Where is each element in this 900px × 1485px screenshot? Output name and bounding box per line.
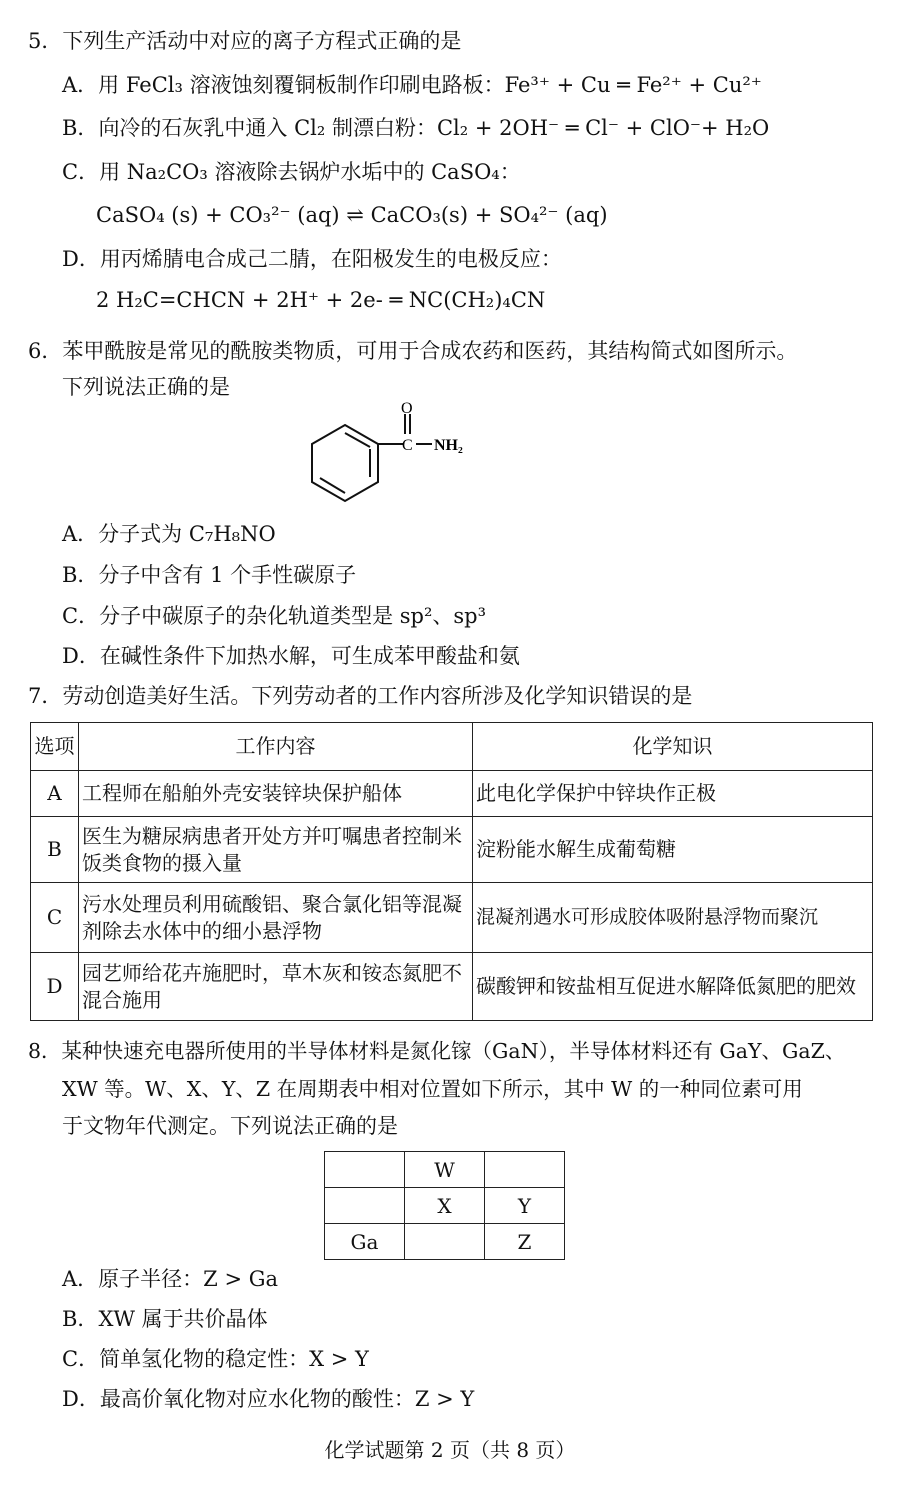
q8-stem: 8．某种快速充电器所使用的半导体材料是氮化镓（GaN），半导体材料还有 GaY、GaZ、 xyxy=(28,1039,846,1063)
q5-option-d: D．用丙烯腈电合成己二腈，在阳极发生的电极反应： xyxy=(62,247,562,271)
table-row xyxy=(31,883,873,953)
row-option: C xyxy=(31,883,79,953)
q6-option-c: C．分子中碳原子的杂化轨道类型是 sp²、sp³ xyxy=(62,604,487,628)
grid-cell xyxy=(325,1188,405,1224)
q6-stem: 6．苯甲酰胺是常见的酰胺类物质，可用于合成农药和医药，其结构简式如图所示。 xyxy=(28,339,798,363)
q6-stem-continued: 下列说法正确的是 xyxy=(62,375,230,399)
row-option: D xyxy=(31,953,79,1021)
structure-amine-label: NH₂ xyxy=(434,437,463,454)
row-work: 工程师在船舶外壳安装锌块保护船体 xyxy=(79,771,473,817)
header-knowledge: 化学知识 xyxy=(473,723,873,771)
row-work: 污水处理员利用硫酸铝、聚合氯化铝等混凝剂除去水体中的细小悬浮物 xyxy=(79,883,473,953)
header-work: 工作内容 xyxy=(79,723,473,771)
q6-option-d: D．在碱性条件下加热水解，可生成苯甲酸盐和氨 xyxy=(62,644,520,668)
structure-carbon-label: C xyxy=(402,437,413,454)
q8-option-c: C．简单氢化物的稳定性：X > Y xyxy=(62,1347,369,1371)
q5-option-d-equation: 2 H₂C=CHCN + 2H⁺ + 2e- ═ NC(CH₂)₄CN xyxy=(96,288,546,312)
grid-cell: Y xyxy=(485,1188,565,1224)
q5-option-b: B．向冷的石灰乳中通入 Cl₂ 制漂白粉：Cl₂ + 2OH⁻ ═ Cl⁻ + ClO⁻+ H₂O xyxy=(62,116,770,140)
q7-table xyxy=(30,722,873,1021)
row-work: 园艺师给花卉施肥时，草木灰和铵态氮肥不混合施用 xyxy=(79,953,473,1021)
grid-cell: Ga xyxy=(325,1224,405,1260)
grid-cell xyxy=(485,1152,565,1188)
q8-option-b: B．XW 属于共价晶体 xyxy=(62,1307,268,1331)
row-option: B xyxy=(31,817,79,883)
row-knowledge: 此电化学保护中锌块作正极 xyxy=(473,771,873,817)
q8-option-d: D．最高价氧化物对应水化物的酸性：Z > Y xyxy=(62,1387,475,1411)
q5-option-c-equation: CaSO₄ (s) + CO₃²⁻ (aq) ⇌ CaCO₃(s) + SO₄²⁻ (aq) xyxy=(96,203,608,227)
q5-option-a: A．用 FeCl₃ 溶液蚀刻覆铜板制作印刷电路板：Fe³⁺ + Cu ═ Fe²⁺ + Cu²⁺ xyxy=(62,73,762,97)
periodic-table-grid xyxy=(324,1151,565,1260)
benzamide-structure xyxy=(300,398,500,503)
row-option: A xyxy=(31,771,79,817)
q8-stem-continued: XW 等。W、X、Y、Z 在周期表中相对位置如下所示，其中 W 的一种同位素可用 xyxy=(62,1077,803,1101)
grid-cell: X xyxy=(405,1188,485,1224)
q5-stem: 5．下列生产活动中对应的离子方程式正确的是 xyxy=(28,29,462,53)
q8-stem-continued-2: 于文物年代测定。下列说法正确的是 xyxy=(62,1114,398,1138)
grid-cell xyxy=(405,1224,485,1260)
q7-stem: 7．劳动创造美好生活。下列劳动者的工作内容所涉及化学知识错误的是 xyxy=(28,684,693,708)
row-knowledge: 碳酸钾和铵盐相互促进水解降低氮肥的肥效 xyxy=(473,953,873,1021)
grid-cell: Z xyxy=(485,1224,565,1260)
header-option: 选项 xyxy=(31,723,79,771)
grid-cell: W xyxy=(405,1152,485,1188)
row-knowledge: 淀粉能水解生成葡萄糖 xyxy=(473,817,873,883)
table-row xyxy=(31,953,873,1021)
q5-option-c: C．用 Na₂CO₃ 溶液除去锅炉水垢中的 CaSO₄： xyxy=(62,160,521,184)
row-work: 医生为糖尿病患者开处方并叮嘱患者控制米饭类食物的摄入量 xyxy=(79,817,473,883)
table-row xyxy=(31,817,873,883)
q6-option-b: B．分子中含有 1 个手性碳原子 xyxy=(62,563,357,587)
table-header-row xyxy=(31,723,873,771)
table-row xyxy=(31,771,873,817)
structure-oxygen-label: O xyxy=(401,400,413,417)
row-knowledge: 混凝剂遇水可形成胶体吸附悬浮物而聚沉 xyxy=(473,883,873,953)
page-footer: 化学试题第 2 页（共 8 页） xyxy=(324,1438,576,1462)
q8-option-a: A．原子半径：Z > Ga xyxy=(62,1267,279,1291)
grid-cell xyxy=(325,1152,405,1188)
q6-option-a: A．分子式为 C₇H₈NO xyxy=(62,522,276,546)
